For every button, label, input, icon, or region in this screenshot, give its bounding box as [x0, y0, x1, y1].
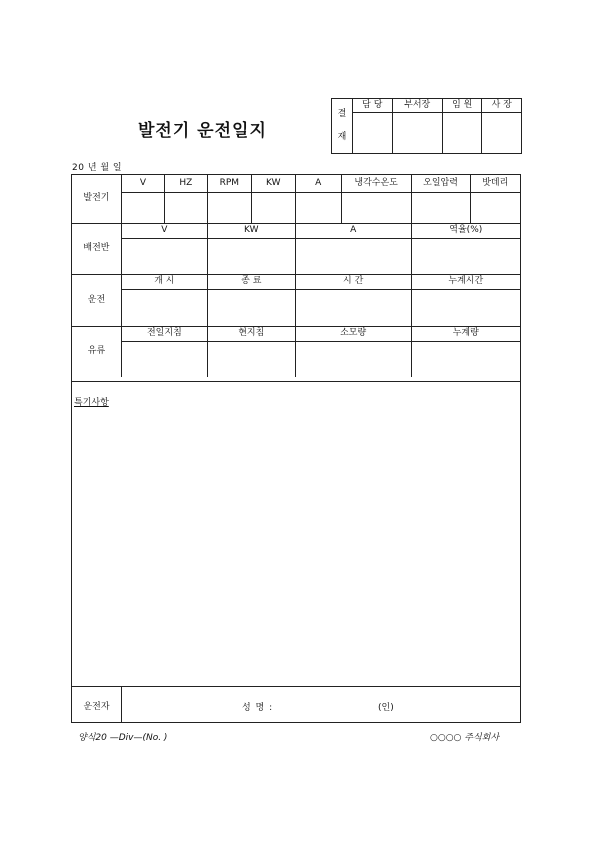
- fuel-col-current-reading: 현지침: [207, 326, 295, 341]
- operation-col-start: 개 시: [121, 274, 207, 289]
- log-grid: [72, 175, 520, 377]
- generator-hz-field[interactable]: [164, 192, 207, 223]
- operator-row: [72, 686, 520, 723]
- approval-table: [331, 98, 522, 154]
- switchboard-col-power-factor: 역율(%): [411, 223, 520, 238]
- generator-col-v: V: [121, 175, 164, 192]
- operator-signature-label: 성 명 :: [242, 703, 274, 713]
- log-form: [71, 174, 521, 723]
- operator-seal-label: (인): [378, 703, 394, 713]
- generator-v-field[interactable]: [121, 192, 164, 223]
- generator-coolant-temp-field[interactable]: [341, 192, 411, 223]
- generator-a-field[interactable]: [295, 192, 341, 223]
- page-title: 발전기 운전일지: [138, 121, 267, 141]
- fuel-current-reading-field[interactable]: [207, 341, 295, 377]
- form-code: 양식20 —Div—(No. ): [78, 733, 168, 743]
- generator-col-oil-pressure: 오일압력: [411, 175, 470, 192]
- switchboard-power-factor-field[interactable]: [411, 238, 520, 274]
- approval-side-label: [332, 99, 353, 154]
- switchboard-kw-field[interactable]: [207, 238, 295, 274]
- generator-label: 발전기: [72, 175, 121, 223]
- generator-kw-field[interactable]: [251, 192, 295, 223]
- approval-sign-executive[interactable]: [442, 113, 482, 154]
- approval-col-manager: 부서장: [392, 99, 442, 113]
- switchboard-v-field[interactable]: [121, 238, 207, 274]
- approval-sign-manager[interactable]: [392, 113, 442, 154]
- notes-label: 특기사항: [74, 398, 109, 408]
- generator-col-rpm: RPM: [207, 175, 251, 192]
- fuel-consumption-field[interactable]: [295, 341, 411, 377]
- company-name: ○○○○ 주식회사: [430, 733, 500, 743]
- generator-oil-pressure-field[interactable]: [411, 192, 470, 223]
- switchboard-label: 배전반: [72, 223, 121, 274]
- fuel-col-cumulative-amount: 누계량: [411, 326, 520, 341]
- operation-label: 운전: [72, 274, 121, 326]
- operation-duration-field[interactable]: [295, 289, 411, 326]
- approval-sign-staff[interactable]: [353, 113, 393, 154]
- operation-col-end: 종 료: [207, 274, 295, 289]
- switchboard-col-v: V: [121, 223, 207, 238]
- notes-area[interactable]: [72, 381, 520, 687]
- switchboard-col-a: A: [295, 223, 411, 238]
- generator-col-kw: KW: [251, 175, 295, 192]
- fuel-label: 유류: [72, 326, 121, 377]
- generator-battery-field[interactable]: [470, 192, 520, 223]
- switchboard-col-kw: KW: [207, 223, 295, 238]
- generator-rpm-field[interactable]: [207, 192, 251, 223]
- operator-label: 운전자: [72, 687, 122, 723]
- approval-sign-president[interactable]: [482, 113, 522, 154]
- date-line[interactable]: 20 년 월 일: [72, 163, 123, 173]
- approval-col-staff: 담 당: [353, 99, 393, 113]
- approval-side-label-bottom: 재: [337, 132, 347, 142]
- generator-col-battery: 밧데리: [470, 175, 520, 192]
- fuel-col-previous-reading: 전일지침: [121, 326, 207, 341]
- switchboard-a-field[interactable]: [295, 238, 411, 274]
- approval-col-president: 사 장: [482, 99, 522, 113]
- operation-col-duration: 시 간: [295, 274, 411, 289]
- approval-col-executive: 임 원: [442, 99, 482, 113]
- fuel-cumulative-amount-field[interactable]: [411, 341, 520, 377]
- operation-end-field[interactable]: [207, 289, 295, 326]
- fuel-previous-reading-field[interactable]: [121, 341, 207, 377]
- approval-side-label-top: 결: [337, 109, 347, 119]
- operation-start-field[interactable]: [121, 289, 207, 326]
- generator-col-coolant-temp: 냉각수온도: [341, 175, 411, 192]
- operation-cumulative-time-field[interactable]: [411, 289, 520, 326]
- generator-col-hz: HZ: [164, 175, 207, 192]
- operation-col-cumulative-time: 누계시간: [411, 274, 520, 289]
- fuel-col-consumption: 소모량: [295, 326, 411, 341]
- generator-col-a: A: [295, 175, 341, 192]
